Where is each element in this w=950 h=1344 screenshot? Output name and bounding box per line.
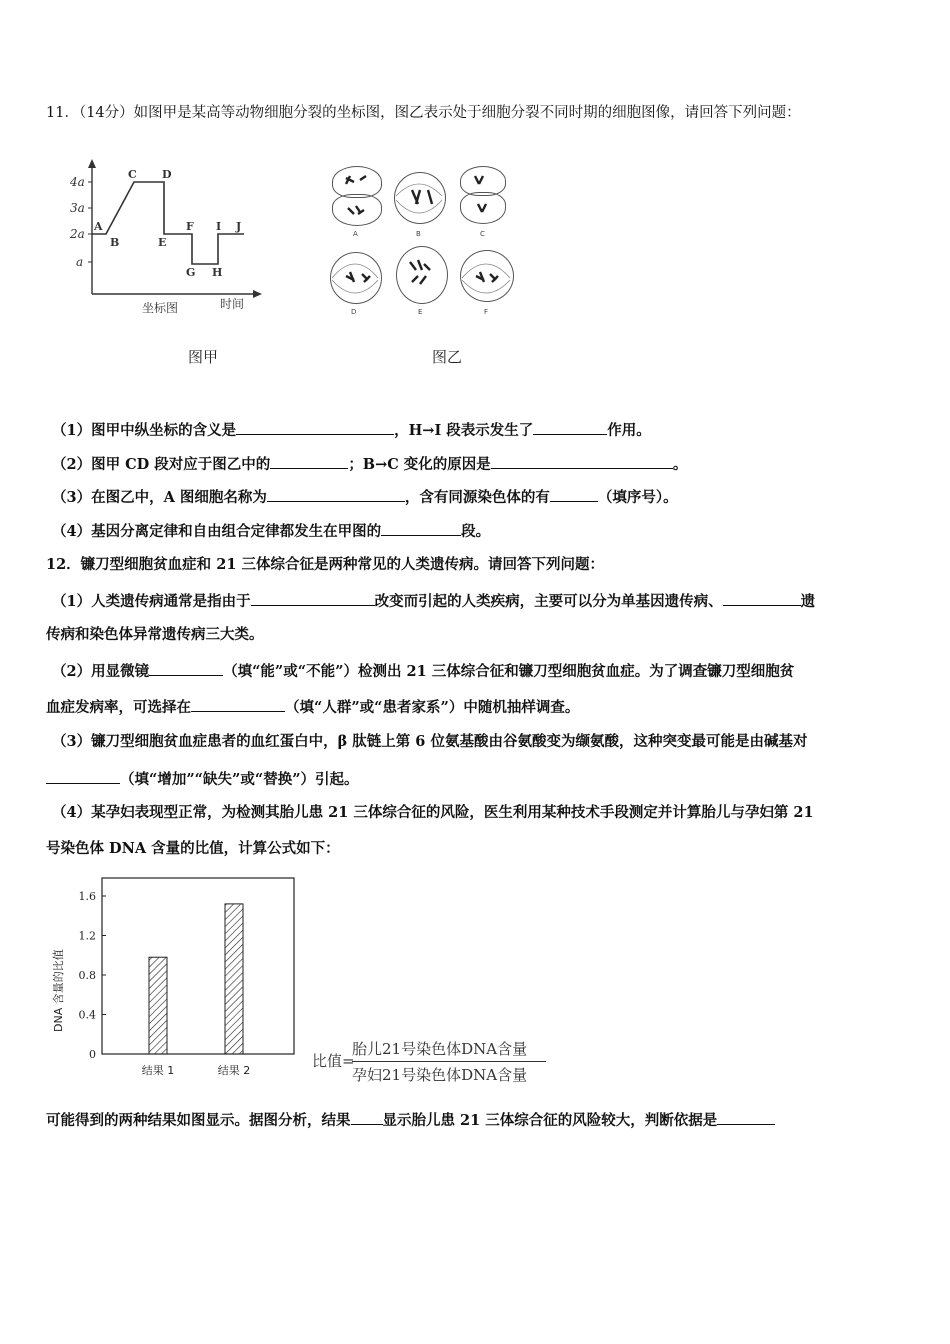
q11-p3-text-c: （填序号）。	[597, 489, 678, 506]
q12-part1-line1	[52, 591, 815, 611]
q11-p3-text-a: （3）在图乙中，A 图细胞名称为	[52, 489, 267, 506]
chromosome-drawings	[320, 160, 530, 320]
point-C: C	[128, 168, 137, 181]
cell-label-E: E	[418, 308, 423, 316]
y-tick-label: 0	[89, 1048, 96, 1061]
q12-p2-text-d: （填“人群”或“患者家系”）中随机抽样调查。	[285, 699, 580, 716]
q11-p4-text-b: 段。	[461, 523, 491, 540]
chart-sublabel: 坐标图	[142, 301, 179, 315]
q11-p1-text-a: （1）图甲中纵坐标的含义是	[52, 422, 237, 439]
axis-x-label: 时间	[220, 297, 245, 311]
y-tick-label: 1.2	[78, 929, 96, 943]
y-tick-label: 1.6	[78, 890, 96, 903]
x-category-label: 结果 1	[141, 1064, 175, 1077]
answer-blank[interactable]	[236, 420, 394, 435]
axis-y-label: DNA 含量的比值	[52, 949, 65, 1032]
answer-blank[interactable]	[46, 769, 120, 784]
q12-p2-text-c: 血症发病率，可选择在	[46, 699, 191, 716]
q11-header: 11．（14分）如图甲是某高等动物细胞分裂的坐标图，图乙表示处于细胞分裂不同时期的细胞图像，请回答下列问题：	[46, 105, 801, 121]
q11-part1	[52, 420, 651, 440]
q11-p2-text-c: 。	[672, 456, 688, 473]
q11-p2-text-a: （2）图甲 CD 段对应于图乙中的	[52, 456, 271, 473]
q12-p1-text-b: 改变而引起的人类疾病，主要可以分为单基因遗传病、	[374, 593, 723, 610]
answer-blank[interactable]	[267, 487, 405, 502]
y-tick-label: 0.4	[78, 1008, 96, 1022]
point-D: D	[162, 168, 172, 181]
cell-label-A: A	[353, 230, 358, 238]
tick-a: a	[76, 255, 84, 269]
figure-jia-caption: 图甲	[188, 348, 219, 366]
bar-1	[149, 957, 167, 1054]
point-G: G	[186, 266, 196, 279]
point-A: A	[94, 220, 103, 233]
q12-final-line	[46, 1110, 775, 1130]
q11-p4-text-a: （4）基因分离定律和自由组合定律都发生在甲图的	[52, 523, 382, 540]
answer-blank[interactable]	[270, 454, 348, 469]
q11-p2-text-b: ；B→C 变化的原因是	[348, 456, 491, 473]
dna-ratio-bar-chart	[46, 872, 306, 1084]
q11-part4	[52, 521, 490, 541]
formula-prefix: 比值=	[312, 1052, 355, 1070]
q12-header-text: 12．镰刀型细胞贫血症和 21 三体综合征是两种常见的人类遗传病。请回答下列问题：	[46, 556, 604, 573]
formula-fraction-bar	[352, 1061, 546, 1062]
answer-blank[interactable]	[351, 1110, 383, 1125]
answer-blank[interactable]	[533, 420, 607, 435]
q12-part3-line1: （3）镰刀型细胞贫血症患者的血红蛋白中，β 肽链上第 6 位氨基酸由谷氨酸变为缬氨酸，这种突变最可能是由碱基对	[52, 733, 808, 750]
q12-part4-line1: （4）某孕妇表现型正常，为检测其胎儿患 21 三体综合征的风险，医生利用某种技术手段测定并计算胎儿与孕妇第 21	[52, 804, 814, 821]
answer-blank[interactable]	[149, 661, 223, 676]
cell-label-C: C	[480, 230, 485, 238]
q11-p1-text-b: ，H→I 段表示发生了	[394, 422, 534, 439]
point-J: J	[236, 220, 242, 233]
q11-part3	[52, 487, 678, 507]
q12-part2-line2	[46, 697, 579, 717]
answer-blank[interactable]	[550, 487, 598, 502]
answer-blank[interactable]	[381, 521, 461, 536]
q12-part3-line2	[46, 769, 359, 789]
formula-numerator: 胎儿21号染色体DNA含量	[352, 1040, 528, 1058]
q12-header	[46, 556, 604, 574]
y-tick-label: 0.8	[78, 969, 96, 982]
tick-2a: 2a	[70, 227, 85, 241]
q12-last-text-b: 显示胎儿患 21 三体综合征的风险较大，判断依据是	[382, 1112, 718, 1129]
q12-part2-line1	[52, 661, 794, 681]
cell-label-D: D	[351, 308, 357, 316]
tick-3a: 3a	[70, 201, 85, 215]
figure-yi-caption: 图乙	[432, 348, 463, 366]
q12-p2-text-a: （2）用显微镜	[52, 663, 150, 680]
q12-p1-text-c: 遗	[800, 593, 816, 610]
answer-blank[interactable]	[191, 697, 285, 712]
q11-part2	[52, 454, 687, 474]
bar-2	[225, 904, 243, 1054]
answer-blank[interactable]	[723, 591, 801, 606]
q11-p1-text-c: 作用。	[607, 422, 651, 439]
point-I: I	[216, 220, 222, 233]
answer-blank[interactable]	[251, 591, 375, 606]
q11-p3-text-b: ，含有同源染色体的有	[404, 489, 550, 506]
cell-label-F: F	[484, 308, 489, 316]
figure-jia	[66, 156, 266, 326]
point-E: E	[158, 236, 167, 249]
q12-part4-line2: 号染色体 DNA 含量的比值，计算公式如下：	[46, 840, 340, 857]
cell-label-B: B	[416, 230, 421, 238]
q12-p1-text-a: （1）人类遗传病通常是指由于	[52, 593, 251, 610]
answer-blank[interactable]	[717, 1110, 775, 1125]
formula-denominator: 孕妇21号染色体DNA含量	[352, 1066, 528, 1084]
figure-yi	[320, 160, 530, 320]
q12-p3-text-b: （填“增加”“缺失”或“替换”）引起。	[120, 771, 359, 788]
answer-blank[interactable]	[491, 454, 673, 469]
q12-part1-line2: 传病和染色体异常遗传病三大类。	[46, 626, 264, 643]
point-F: F	[186, 220, 194, 233]
point-H: H	[212, 266, 223, 279]
x-category-label: 结果 2	[217, 1064, 251, 1077]
plot-frame	[102, 878, 294, 1054]
q12-p2-text-b: （填“能”或“不能”）检测出 21 三体综合征和镰刀型细胞贫血症。为了调查镰刀型细胞贫	[223, 663, 795, 680]
q12-last-text-a: 可能得到的两种结果如图显示。据图分析，结果	[46, 1112, 351, 1129]
point-B: B	[110, 236, 120, 249]
tick-4a: 4a	[70, 175, 85, 189]
